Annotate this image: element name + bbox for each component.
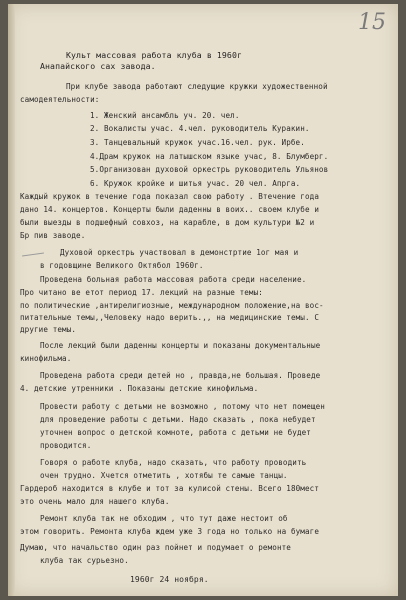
- text-line: При клубе завода работают следущие кружки художественной: [66, 82, 328, 91]
- text-line: проводится.: [40, 441, 92, 450]
- text-line: Говоря о работе клуба, надо сказать, что работу проводить: [40, 458, 307, 467]
- text-line: Проведена больная работа массовая работа среди население.: [40, 275, 307, 284]
- text-line: 4. детские утренники . Показаны детские кинофильма.: [20, 384, 259, 393]
- text-line: Духовой оркестрь участвовал в демонстртие 1ог мая и: [60, 248, 299, 257]
- text-line: самодеятельности:: [20, 95, 100, 104]
- text-line: этом говорить. Ремонта клуба ждем уже 3 года но только на бумаге: [20, 527, 319, 536]
- text-line: Гардероб находится в клубе и тот за кулисой стены. Всего 180мест: [20, 484, 319, 493]
- text-line: 6. Кружок кройке и шитья учас. 20 чел. Апрга.: [90, 179, 301, 188]
- text-line: Каждый кружок в течение года показал свою работу . Втечение года: [20, 192, 319, 201]
- text-line: клуба так сурьезно.: [40, 556, 129, 565]
- page-number: 15: [358, 10, 386, 35]
- text-line: очен трудно. Хчется отметить , хотябы те самые танцы.: [40, 471, 288, 480]
- text-line: это очень мало для нашего клуба.: [20, 497, 170, 506]
- text-line: Про читано ве етот период 17. лекций на разные темы:: [20, 288, 263, 297]
- text-line: 2. Вокалисты учас. 4.чел. руководитель Куракин.: [90, 124, 310, 133]
- text-line: Ремонт клуба так не обходим , что тут даже нестоит об: [40, 514, 288, 523]
- text-line: 4.Драм кружок на латышском языке учас, 8. Блумберг.: [90, 152, 329, 161]
- text-line: дано 14. концертов. Концерты были даденны в воих.. своем клубе и: [20, 205, 319, 214]
- document-title-line-2: Анапайского сах завода.: [40, 61, 156, 71]
- text-line: кинофильма.: [20, 354, 72, 363]
- page-binding-edge: [8, 4, 15, 596]
- text-line: 5.Организован духовой оркестрь руководитель Ульянов: [90, 165, 329, 174]
- text-line: для проведение работы с детьми. Надо сказать , пока небудет: [40, 415, 316, 424]
- date-signature: 1960г 24 ноября.: [130, 575, 209, 584]
- text-line: 3. Танцевальный кружок учас.16.чел. рук. Ирбе.: [90, 138, 305, 147]
- text-line: Провести работу с детьми не возможно , потому что нет помещен: [40, 402, 325, 411]
- text-line: Бр пив заводе.: [20, 231, 86, 240]
- text-line: После лекций были даденны концерты и показаны документальные: [40, 341, 321, 350]
- text-line: питательные темы,,Человеку надо верить.,, на медицинские темы. С: [20, 313, 319, 322]
- text-line: по политические ,антирелигиозные, международном положение,на вос-: [20, 301, 324, 310]
- text-line: были выезды в подшефный совхоз, на карабле, в дом культури №2 и: [20, 218, 315, 227]
- document-title-line-1: Культ массовая работа клуба в 1960г: [66, 50, 243, 60]
- text-line: Думаю, что начальство один раз пойнет и подумает о ремонте: [20, 543, 291, 552]
- text-line: другие темы.: [20, 325, 77, 334]
- text-line: Проведена работа среди детей но , правда,не большая. Проведе: [40, 371, 321, 380]
- text-line: 1. Женский ансамбль уч. 20. чел.: [90, 111, 240, 120]
- text-line: в годовщине Великого Октябол 1960г.: [40, 261, 204, 270]
- text-line: уточнен вопрос о детской комноте, работа с детьми не будет: [40, 428, 311, 437]
- document-page: [8, 4, 398, 596]
